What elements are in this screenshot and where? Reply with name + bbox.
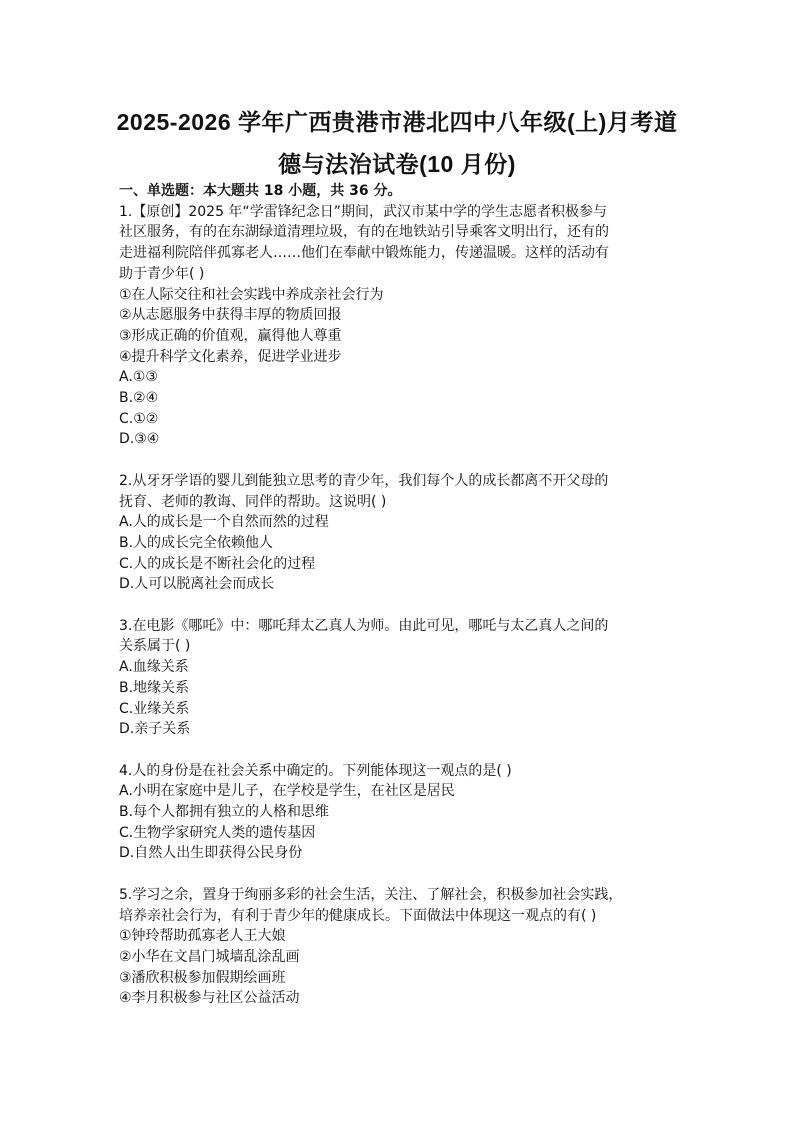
spacer bbox=[119, 740, 679, 761]
statement-item: ④李月积极参与社区公益活动 bbox=[119, 990, 300, 1007]
answer-option-b: B.②④ bbox=[119, 390, 159, 407]
statement-item: ①在人际交往和社会实践中养成亲社会行为 bbox=[119, 286, 384, 303]
question-text: 3.在电影《哪吒》中：哪吒拜太乙真人为师。由此可见，哪吒与太乙真人之间的 bbox=[119, 617, 609, 634]
answer-option-c: C.①② bbox=[119, 410, 159, 427]
question-text: 助于青少年( ) bbox=[119, 265, 205, 282]
statement-item: ②从志愿服务中获得丰厚的物质回报 bbox=[119, 307, 342, 324]
question-text: 4.人的身份是在社会关系中确定的。下列能体现这一观点的是( ) bbox=[119, 762, 512, 779]
statement-item: ③潘欣积极参加假期绘画班 bbox=[119, 969, 286, 986]
statement-item: ②小华在文昌门城墙乱涂乱画 bbox=[119, 948, 300, 965]
question-text: 1.【原创】2025 年“学雷锋纪念日”期间，武汉市某中学的学生志愿者积极参与 bbox=[119, 203, 607, 220]
question-5 bbox=[119, 885, 679, 1009]
answer-option-a: A.人的成长是一个自然而然的过程 bbox=[119, 514, 329, 531]
statement-item: ④提升科学文化素养，促进学业进步 bbox=[119, 348, 342, 365]
section-heading: 一、单选题：本大题共 18 小题，共 36 分。 bbox=[119, 183, 402, 199]
answer-option-c: C.业缘关系 bbox=[119, 700, 190, 717]
question-text: 社区服务，有的在东湖绿道清理垃圾，有的在地铁站引导乘客文明出行，还有的 bbox=[119, 224, 609, 241]
question-4 bbox=[119, 761, 679, 865]
answer-option-b: B.人的成长完全依赖他人 bbox=[119, 534, 274, 551]
answer-option-a: A.血缘关系 bbox=[119, 659, 189, 676]
answer-option-c: C.生物学家研究人类的遗传基因 bbox=[119, 824, 316, 841]
exam-title-line-2: 德与法治试卷(10 月份) bbox=[278, 151, 516, 177]
spacer bbox=[119, 595, 679, 616]
answer-option-b: B.每个人都拥有独立的人格和思维 bbox=[119, 804, 330, 821]
statement-item: ③形成正确的价值观，赢得他人尊重 bbox=[119, 327, 342, 344]
question-2 bbox=[119, 471, 679, 595]
answer-option-c: C.人的成长是不断社会化的过程 bbox=[119, 555, 316, 572]
question-text: 抚育、老师的教诲、同伴的帮助。这说明( ) bbox=[119, 493, 387, 510]
answer-option-d: D.③④ bbox=[119, 431, 160, 448]
answer-option-d: D.人可以脱离社会而成长 bbox=[119, 576, 275, 593]
question-3 bbox=[119, 616, 679, 740]
question-text: 5.学习之余，置身于绚丽多彩的社会生活，关注、了解社会，积极参加社会实践， bbox=[119, 886, 623, 903]
question-text: 2.从牙牙学语的婴儿到能独立思考的青少年，我们每个人的成长都离不开父母的 bbox=[119, 472, 609, 489]
question-1 bbox=[119, 202, 679, 450]
question-text: 培养亲社会行为，有利于青少年的健康成长。下面做法中体现这一观点的有( ) bbox=[119, 907, 597, 924]
spacer bbox=[119, 864, 679, 885]
answer-option-a: A.①③ bbox=[119, 369, 158, 386]
exam-content bbox=[119, 181, 679, 1009]
answer-option-d: D.自然人出生即获得公民身份 bbox=[119, 845, 303, 862]
answer-option-b: B.地缘关系 bbox=[119, 679, 190, 696]
answer-option-d: D.亲子关系 bbox=[119, 721, 191, 738]
question-text: 走进福利院陪伴孤寡老人……他们在奉献中锻炼能力，传递温暖。这样的活动有 bbox=[119, 245, 609, 262]
statement-item: ①钟玲帮助孤寡老人王大娘 bbox=[119, 928, 286, 945]
question-text: 关系属于( ) bbox=[119, 638, 191, 655]
answer-option-a: A.小明在家庭中是儿子，在学校是学生，在社区是居民 bbox=[119, 783, 455, 800]
spacer bbox=[119, 450, 679, 471]
exam-title-line-1: 2025-2026 学年广西贵港市港北四中八年级(上)月考道 bbox=[116, 109, 678, 135]
